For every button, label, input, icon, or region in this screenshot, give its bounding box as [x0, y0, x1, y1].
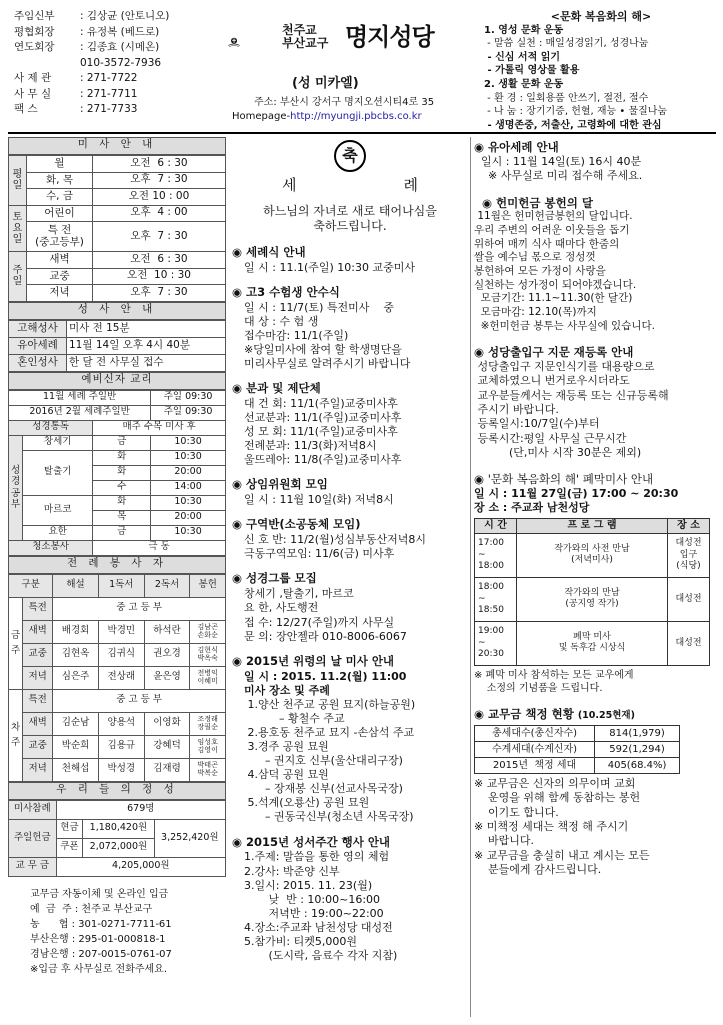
notice-line: 11월은 헌미헌금봉헌의 달입니다.	[474, 210, 633, 223]
theme-box	[484, 10, 718, 131]
notice-title: ◉ 분과 및 제단체	[232, 381, 321, 396]
finance-cash-label: 현금	[56, 819, 83, 838]
mass-day: 교중	[27, 268, 93, 285]
contact-value: : 271-7733	[80, 103, 138, 115]
study-time: 10:30	[151, 435, 226, 450]
tithe-title-text: ◉ 교무금 책정 현황	[474, 706, 574, 721]
notice-line: 등록시간:평일 사무실 근무시간	[474, 431, 627, 445]
notice-line: 전례분과: 11/3(화)저녁8시	[244, 439, 377, 453]
servers-person: 강혜덕	[144, 735, 190, 758]
notice-line: 성 모 회: 11/1(주일)교중미사후	[244, 425, 398, 439]
notice-title: ◉ 성당출입구 지문 재등록 안내	[474, 345, 634, 360]
tithe-date: (10.25현재)	[577, 709, 635, 721]
theme-line: - 나 눔 : 장기기증, 헌혈, 재능 • 물질나눔	[484, 106, 668, 118]
contact-key	[14, 57, 80, 73]
sacrament-title: 성 사 안 내	[8, 302, 226, 320]
program-col-header: 프 로 그 램	[517, 518, 668, 533]
servers-person: 박순희	[53, 735, 99, 758]
program-col-header: 장 소	[668, 518, 710, 533]
homepage-link[interactable]: http://myungji.pbcbs.co.kr	[290, 111, 422, 122]
mass-group-label: 주일	[9, 252, 27, 302]
servers-person: 박경민	[98, 620, 144, 643]
prep-time: 주일 09:30	[151, 405, 226, 420]
bank-line: ※입금 후 사무실로 전화주세요.	[30, 963, 168, 975]
notice-line: 위하여 매끼 식사 때마다 한줌의	[474, 237, 620, 250]
closing-note-line: 소정의 기념품을 드립니다.	[474, 682, 603, 694]
notice-line: 2.강사: 박준양 신부	[244, 864, 340, 878]
notice-line: 성당출입구 지문인식기를 대용량으로	[474, 360, 655, 374]
contact-value: : 김상균 (안토니오)	[80, 10, 170, 22]
notice-line: – 권동국신부(청소년 사목국장)	[244, 810, 414, 824]
servers-person: 박태곤 박복순	[190, 758, 226, 781]
tithe-note-line: 운영을 위해 함께 동참하는 봉헌	[474, 791, 641, 805]
notice-line: 모금기간: 11.1~11.30(한 달간)	[474, 292, 633, 305]
mass-time: 오후 7 : 30	[93, 222, 226, 252]
right-column	[474, 140, 718, 889]
contact-value: : 271-7711	[80, 87, 138, 100]
baptism-intro-line: 축하드립니다.	[313, 219, 387, 234]
contact-value: 010-3572-7936	[80, 56, 162, 69]
notice-line: 3.경주 공원 묘원	[244, 740, 329, 754]
servers-person: 양용석	[98, 712, 144, 735]
closing-mass-place: 장 소 : 주교좌 남천성당	[474, 501, 590, 515]
notice-title: ◉ 구역반(소공동체 모임)	[232, 517, 361, 532]
notice-line: 창세기 ,탈출기, 마르코	[244, 587, 354, 601]
theme-line: - 신심 서적 읽기	[484, 51, 561, 63]
theme-line: 1. 영성 문화 운동	[484, 24, 564, 36]
finance-cash-value: 1,180,420원	[83, 819, 154, 838]
tithe-note-line: ※ 교무금은 신자의 의무이며 교회	[474, 777, 636, 791]
notice-title: ◉ 상임위원회 모임	[232, 477, 328, 492]
bible-label: 성경통독	[9, 420, 93, 435]
prep-class: 11월 세례 주일반	[9, 390, 151, 405]
mass-time: 오후 7 : 30	[93, 172, 226, 189]
notice-line: 4.삼덕 공원 묘원	[244, 768, 329, 782]
servers-person: 김남곤 손화순	[190, 620, 226, 643]
notice-line: – 황철수 주교	[244, 711, 345, 725]
program-name: 폐막 미사 및 독후감 시상식	[517, 621, 668, 665]
notice-block	[232, 571, 468, 643]
servers-table	[8, 574, 226, 782]
notice-line: 접 수: 12/27(주일)까지 사무실	[244, 615, 395, 629]
cleaning-label: 청소봉사	[9, 540, 93, 555]
column-divider	[470, 137, 471, 1017]
study-day: 수	[93, 480, 151, 495]
mass-group-label: 평일	[9, 156, 27, 206]
contact-row	[14, 41, 204, 57]
notice-line: 일 시 : 2015. 11.2(월) 11:00	[244, 669, 407, 683]
contact-row	[14, 88, 204, 104]
contact-key: 평협회장	[14, 25, 55, 38]
tithe-value: 405(68.4%)	[595, 758, 680, 774]
contact-value: : 김종효 (시메온)	[80, 41, 160, 53]
finance-sunday-label: 주일헌금	[9, 819, 57, 857]
study-time: 10:30	[151, 495, 226, 510]
servers-person: 전병익 이혜미	[190, 666, 226, 689]
finance-attendance-label: 미사참례	[9, 800, 57, 819]
contact-row	[14, 26, 204, 42]
notice-title: ◉ 2015년 위령의 날 미사 안내	[232, 653, 395, 668]
notice-line: 미사 장소 및 주례	[244, 683, 330, 697]
prep-time: 주일 09:30	[151, 390, 226, 405]
servers-mass: 교중	[23, 643, 53, 666]
study-time: 14:00	[151, 480, 226, 495]
notice-title: ◉ 헌미헌금 봉헌의 달	[474, 195, 593, 210]
notice-line: 극동구역모임: 11/6(금) 미사후	[244, 547, 395, 561]
notice-line: – 장재봉 신부(선교사목국장)	[244, 782, 403, 796]
study-book: 요한	[23, 525, 93, 540]
bank-line: 예 금 주 : 천주교 부산교구	[30, 903, 153, 915]
header-rule	[8, 132, 716, 134]
servers-mass: 새벽	[23, 620, 53, 643]
program-place: 대성전	[668, 621, 710, 665]
theme-title: <문화 복음화의 해>	[550, 10, 652, 23]
sacrament-detail: 11월 14일 오후 4시 40분	[67, 337, 226, 354]
notice-line: 일 시 : 11월 10일(화) 저녁8시	[244, 493, 394, 507]
servers-week-label: 차주	[9, 689, 23, 781]
notice-line: ※당일미사에 참여 할 학생명단을	[244, 342, 402, 356]
notice-block	[232, 381, 468, 467]
study-day: 화	[93, 450, 151, 465]
notice-block	[232, 245, 468, 275]
study-label: 성경공부	[9, 435, 23, 540]
notice-block	[474, 345, 718, 460]
finance-coupon-value: 2,072,000원	[83, 838, 154, 857]
notice-line: 미리사무실로 알려주시기 바랍니다	[244, 356, 411, 370]
notice-title: ◉ 세례식 안내	[232, 244, 306, 259]
homepage-label: Homepage-	[232, 111, 291, 122]
sacrament-name: 유아세례	[9, 337, 67, 354]
finance-coupon-label: 쿠폰	[56, 838, 83, 857]
notice-line: 대 상 : 수 험 생	[244, 314, 319, 328]
contact-key: 주임신부	[14, 10, 55, 22]
servers-person: 김재령	[144, 758, 190, 781]
servers-title: 전 례 봉 사 자	[8, 556, 226, 574]
church-logo-icon	[228, 18, 284, 66]
mass-time: 오전 6 : 30	[93, 156, 226, 173]
servers-person: 권오경	[144, 643, 190, 666]
notice-line: 낮 반 : 10:00~16:00	[244, 892, 381, 906]
contact-info	[14, 10, 204, 119]
notice-line: 1.주제: 말씀을 통한 영의 체험	[244, 850, 390, 864]
servers-mass: 저녁	[23, 758, 53, 781]
tithe-note-line: 이기도 합니다.	[474, 805, 559, 819]
notice-title: ◉ 2015년 성서주간 행사 안내	[232, 834, 391, 849]
notice-line: 문 의: 장안젤라 010-8006-6067	[244, 629, 407, 643]
tithe-table	[474, 725, 680, 774]
mass-day: 어린이	[27, 205, 93, 222]
notice-line: 신 호 반: 11/2(월)성심부동산저녁8시	[244, 533, 426, 547]
baptism-intro	[232, 204, 468, 235]
notice-line: – 권지호 신부(울산대리구장)	[244, 754, 403, 768]
notice-line: 5.참가비: 티켓5,000원	[244, 934, 357, 948]
notice-title: ◉ 고3 수험생 안수식	[232, 284, 340, 299]
notice-title: ◉ 성경그룹 모집	[232, 571, 317, 586]
mass-day: 화, 목	[27, 172, 93, 189]
finance-gyo-value: 4,205,000원	[56, 857, 225, 876]
study-time: 20:00	[151, 510, 226, 525]
tithe-category: 2015년 책정 세대	[475, 758, 595, 774]
diocese-name: 천주교 부산교구	[282, 23, 329, 51]
notice-line: 등록일시:10/7일(수)부터	[474, 417, 600, 431]
tithe-note-line: 바랍니다.	[474, 834, 534, 848]
notice-block	[232, 654, 468, 825]
program-time: 19:00 ~ 20:30	[475, 621, 517, 665]
mass-time: 오전 6 : 30	[93, 252, 226, 269]
theme-line: - 가톨릭 영상물 활용	[484, 65, 580, 77]
notice-line: 접수마감: 11/1(주일)	[244, 328, 349, 342]
study-time: 20:00	[151, 465, 226, 480]
servers-col-header: 봉헌	[190, 574, 226, 597]
servers-person: 심은주	[53, 666, 99, 689]
theme-line: 2. 생활 문화 운동	[484, 78, 564, 90]
closing-mass-time: 일 시 : 11월 27일(금) 17:00 ~ 20:30	[474, 487, 679, 501]
notice-line: 5.석계(오룡산) 공원 묘원	[244, 796, 370, 810]
servers-person: 윤은영	[144, 666, 190, 689]
sacrament-detail: 한 달 전 사무실 접수	[67, 354, 226, 371]
prep-table	[8, 390, 226, 556]
mass-time: 오전 10 : 30	[93, 268, 226, 285]
tithe-status-title	[474, 707, 718, 722]
study-book: 탈출기	[23, 450, 93, 495]
tithe-note-line: ※ 교무금을 충실히 내고 계시는 모든	[474, 848, 650, 862]
study-day: 금	[93, 525, 151, 540]
contact-value: : 271-7722	[80, 72, 138, 84]
mass-table	[8, 155, 226, 302]
servers-mass: 새벽	[23, 712, 53, 735]
notice-block	[232, 835, 468, 964]
servers-col-header: 1독서	[98, 574, 144, 597]
notice-line: 교체하였으니 번거로우시더라도	[474, 374, 630, 388]
notice-block	[232, 517, 468, 561]
finance-table	[8, 800, 226, 877]
tithe-status	[474, 707, 718, 877]
notice-line: 3.일시: 2015. 11. 23(월)	[244, 878, 373, 892]
mass-day: 수, 금	[27, 189, 93, 206]
baptism-heading-2: 례	[403, 176, 418, 194]
servers-person: 천해섭	[53, 758, 99, 781]
mass-day: 월	[27, 156, 93, 173]
contact-row	[14, 10, 204, 26]
middle-column	[232, 140, 468, 973]
contact-key: 사 제 관	[14, 72, 52, 84]
notice-line: 교우분들께서는 재등록 또는 신규등록해	[474, 388, 669, 402]
mass-day: 새벽	[27, 252, 93, 269]
theme-line: - 말씀 실천 : 매일성경읽기, 성경나눔	[484, 38, 649, 50]
mass-time: 오후 4 : 00	[93, 205, 226, 222]
address: 주소: 부산시 강서구 명지오션시티4로 35	[254, 97, 435, 108]
study-day: 화	[93, 495, 151, 510]
bank-line: 농 협 : 301-0271-7711-61	[30, 918, 172, 930]
notice-line: 2.용호동 천주교 묘지 -손삼석 주교	[244, 725, 415, 739]
notice-line: 모금마감: 12.10(목)까지	[474, 305, 597, 318]
servers-person: 김현식 박옥숙	[190, 643, 226, 666]
notice-title: ◉ 유아세례 안내	[474, 140, 559, 154]
program-time: 17:00 ~ 18:00	[475, 533, 517, 577]
servers-week-label: 금주	[9, 597, 23, 689]
servers-person: 김귀식	[98, 643, 144, 666]
theme-line: - 환 경 : 일회용품 안쓰기, 절전, 절수	[484, 92, 649, 104]
baptism-heading-1: 세	[282, 176, 297, 194]
mass-time: 오후 7 : 30	[93, 285, 226, 302]
tithe-value: 814(1,979)	[595, 726, 680, 742]
notice-line: 요 한, 사도행전	[244, 601, 319, 615]
tithe-value: 592(1,294)	[595, 742, 680, 758]
tithe-category: 총세대수(총신자수)	[475, 726, 595, 742]
sacrament-table	[8, 320, 226, 372]
notice-line: 선교분과: 11/1(주일)교중미사후	[244, 411, 402, 425]
notice-line: 울뜨레아: 11/8(주일)교중미사후	[244, 453, 402, 467]
homepage	[232, 110, 422, 123]
finance-title: 우 리 들 의 정 성	[8, 782, 226, 800]
sacrament-name: 고해성사	[9, 320, 67, 337]
servers-group: 중 고 등 부	[53, 689, 226, 712]
servers-person: 전상래	[98, 666, 144, 689]
finance-sunday-total: 3,252,420원	[154, 819, 225, 857]
notice-line: (도시락, 음료수 각자 지참)	[244, 949, 398, 962]
finance-gyo-label: 교 무 금	[9, 857, 57, 876]
contact-key: 연도회장	[14, 41, 55, 53]
servers-person: 김순남	[53, 712, 99, 735]
servers-person: 박성경	[98, 758, 144, 781]
program-place: 대성전 입구 (식당)	[668, 533, 710, 577]
servers-person: 하석란	[144, 620, 190, 643]
notice-line: 쌀을 예수님 몫으로 정성껏	[474, 251, 596, 264]
contact-value: : 유정복 (베드로)	[80, 25, 160, 38]
notice-line: 봉헌하여 모든 가정이 사랑을	[474, 265, 606, 278]
notice-line: 일 시 : 11.1(주일) 10:30 교중미사	[244, 260, 415, 274]
notice-line: ※ 사무실로 미리 접수해 주세요.	[474, 169, 643, 183]
notice-block	[474, 140, 718, 184]
notice-line: (단,미사 시작 30분은 제외)	[474, 445, 642, 459]
study-book: 창세기	[23, 435, 93, 450]
contact-row	[14, 57, 204, 73]
finance-attendance-value: 679명	[56, 800, 225, 819]
bank-line: 교무금 자동이체 및 온라인 입금	[30, 888, 169, 900]
theme-line: - 생명존중, 저출산, 고령화에 대한 관심	[484, 119, 662, 131]
sacrament-name: 혼인성사	[9, 354, 67, 371]
notice-block	[232, 285, 468, 371]
servers-person: 조정래 장필순	[190, 712, 226, 735]
servers-mass: 저녁	[23, 666, 53, 689]
program-place: 대성전	[668, 577, 710, 621]
celebration-emblem-icon: 축	[334, 140, 366, 172]
servers-group: 중 고 등 부	[53, 597, 226, 620]
study-day: 화	[93, 465, 151, 480]
study-time: 10:30	[151, 450, 226, 465]
contact-row	[14, 72, 204, 88]
notice-line: ※헌미헌금 봉투는 사무실에 있습니다.	[474, 319, 655, 332]
mass-time: 오전 10 : 00	[93, 189, 226, 206]
tithe-category: 수계세대(수계신자)	[475, 742, 595, 758]
program-col-header: 시 간	[475, 518, 517, 533]
program-time: 18:00 ~ 18:50	[475, 577, 517, 621]
servers-col-header: 2독서	[144, 574, 190, 597]
study-time: 10:30	[151, 525, 226, 540]
servers-person: 임성호 김영이	[190, 735, 226, 758]
prep-title: 예비신자 교리	[8, 372, 226, 390]
servers-person: 이영화	[144, 712, 190, 735]
bank-line: 부산은행 : 295-01-000818-1	[30, 933, 166, 945]
closing-mass-notice	[474, 472, 718, 695]
baptism-intro-line: 하느님의 자녀로 새로 태어나심을	[263, 203, 437, 218]
mass-title: 미 사 안 내	[8, 137, 226, 155]
notice-line: 4.장소:주교좌 남천성당 대성전	[244, 920, 393, 934]
notice-line: 실천하는 성가정이 되어야겠습니다.	[474, 278, 637, 291]
tithe-note-line: 분들에게 감사드립니다.	[474, 862, 602, 876]
closing-note-line: ※ 폐막 미사 참석하는 모든 교우에게	[474, 669, 634, 681]
tithe-note-line: ※ 미책정 세대는 책정 해 주시기	[474, 820, 629, 834]
study-day: 금	[93, 435, 151, 450]
closing-mass-title: ◉ '문화 복음화의 해' 폐막미사 안내	[474, 472, 654, 487]
notice-line: 주시기 바랍니다.	[474, 403, 559, 417]
study-day: 목	[93, 510, 151, 525]
notice-line: 일시 : 11월 14일(토) 16시 40분	[474, 154, 642, 168]
church-name: 명지성당	[345, 23, 434, 51]
servers-mass: 교중	[23, 735, 53, 758]
prep-class: 2016년 2월 세례주일반	[9, 405, 151, 420]
servers-mass: 특전	[23, 597, 53, 620]
bank-line: 경남은행 : 207-0015-0761-07	[30, 948, 172, 960]
left-column	[8, 137, 226, 977]
contact-key: 사 무 실	[14, 87, 52, 100]
servers-mass: 특전	[23, 689, 53, 712]
mass-day: 저녁	[27, 285, 93, 302]
notice-line: 일 시 : 11/7(토) 특전미사 중	[244, 300, 394, 314]
servers-col-header: 구분	[9, 574, 53, 597]
servers-person: 김용규	[98, 735, 144, 758]
mass-group-label: 토요일	[9, 205, 27, 252]
bank-info	[8, 877, 226, 977]
contact-row	[14, 103, 204, 119]
bible-value: 매주 수목 미사 후	[93, 420, 226, 435]
program-name: 작가와의 사전 만남 (저녁미사)	[517, 533, 668, 577]
servers-person: 배경회	[53, 620, 99, 643]
notice-line: 대 건 회: 11/1(주일)교중미사후	[244, 396, 398, 410]
mass-day: 특 전 (중고등부)	[27, 222, 93, 252]
program-table	[474, 518, 710, 666]
servers-col-header: 해설	[53, 574, 99, 597]
notice-line: 저녁반 : 19:00~22:00	[244, 906, 384, 920]
notice-line: 우리 주변의 어려운 이웃들을 돕기	[474, 224, 630, 237]
patron-saint: (성 미카엘)	[292, 76, 359, 91]
sacrament-detail: 미사 전 15분	[67, 320, 226, 337]
contact-key: 팩 스	[14, 103, 38, 115]
cleaning-value: 극 동	[93, 540, 226, 555]
program-name: 작가와의 만남 (공지영 작가)	[517, 577, 668, 621]
servers-person: 김현옥	[53, 643, 99, 666]
notice-line: 1.양산 천주교 공원 묘지(하늘공원)	[244, 697, 416, 711]
notice-block	[232, 477, 468, 507]
notice-block	[474, 196, 718, 334]
baptism-heading	[232, 172, 468, 204]
study-book: 마르코	[23, 495, 93, 525]
